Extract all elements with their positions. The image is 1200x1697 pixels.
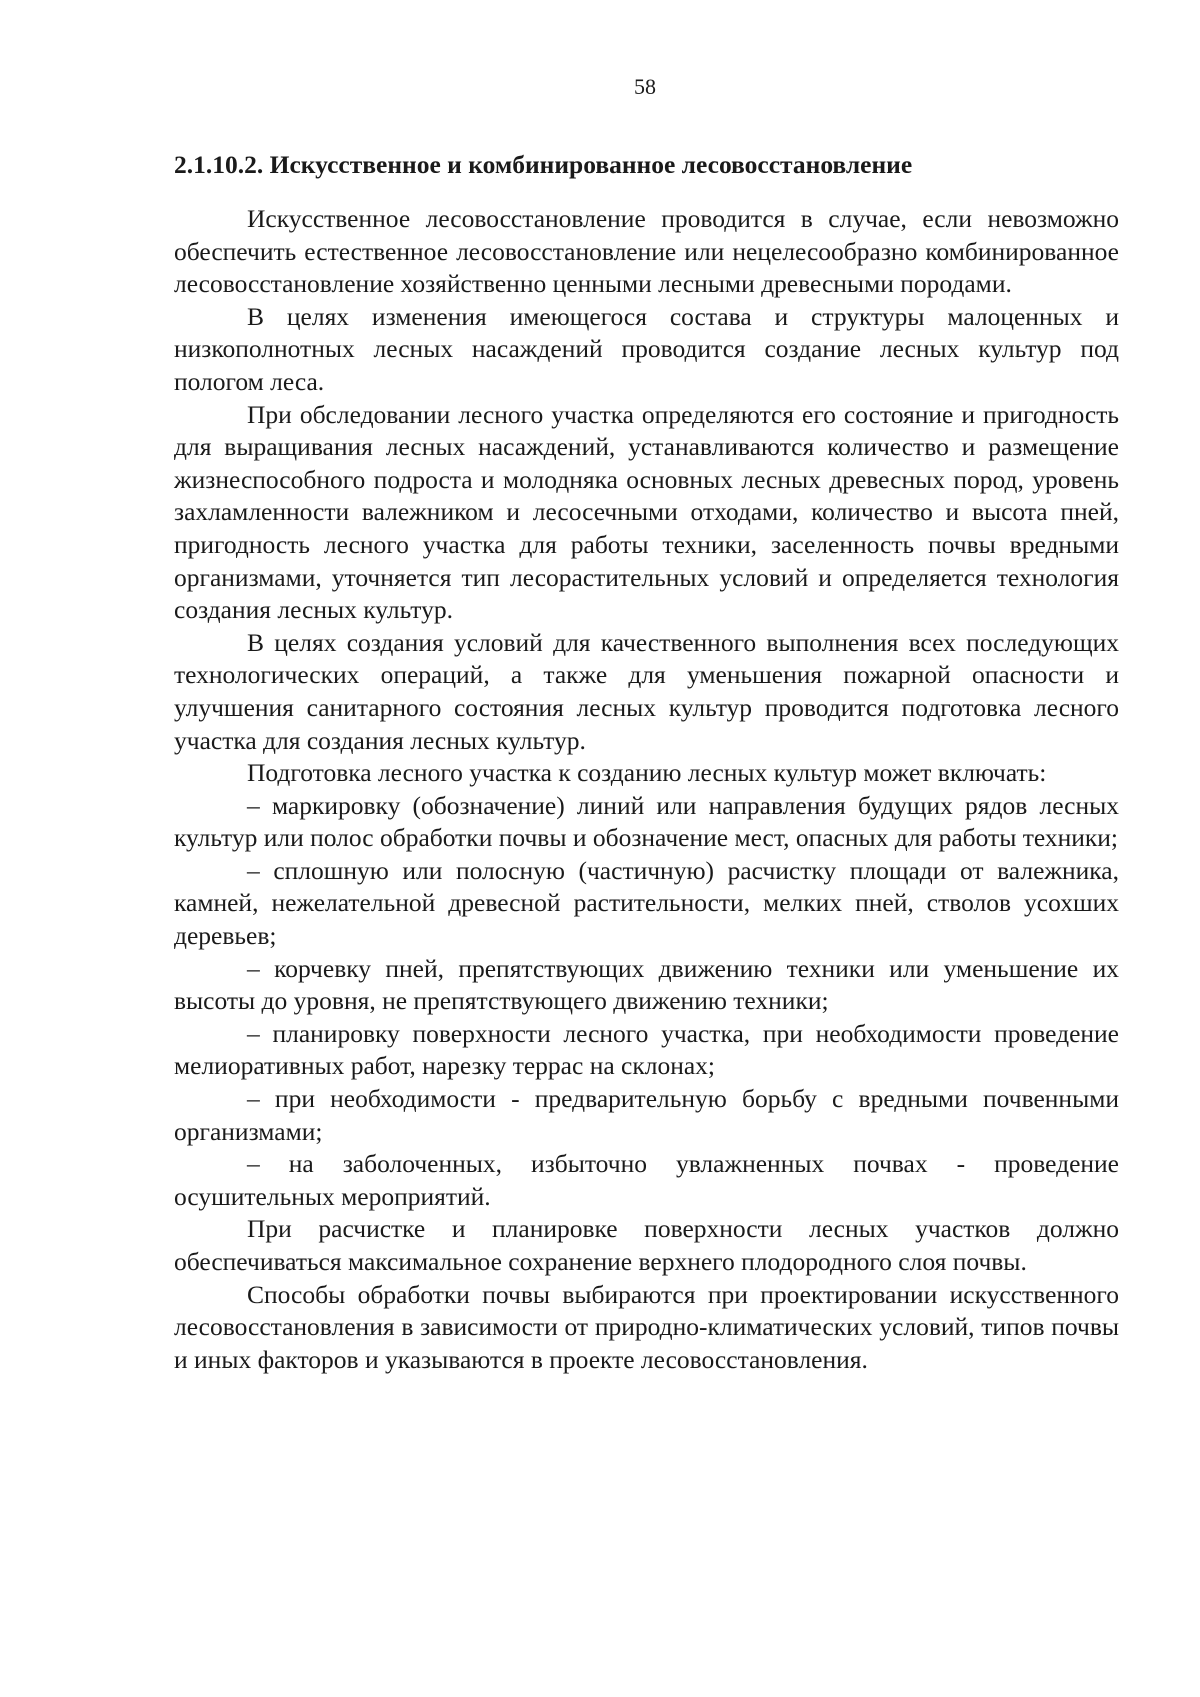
paragraph: Способы обработки почвы выбираются при проектировании искусственного лесовосстановления в зависимости от природно-климатических условий, типов почвы и иных факторов и указываются в проекте лесовосстановления. (174, 1279, 1119, 1374)
paragraph: В целях создания условий для качественного выполнения всех последующих технологических операций, а также для уменьшения пожарной опасности и улучшения санитарного состояния лесных культур проводится подготовка лесного участка для создания лесных культур. (174, 627, 1119, 755)
list-item: – при необходимости - предварительную борьбу с вредными почвенными организмами; (174, 1084, 1119, 1146)
page-number: 58 (634, 74, 656, 99)
list-item: – планировку поверхности лесного участка, при необходимости проведение мелиоративных работ, нарезку террас на склонах; (174, 1018, 1119, 1081)
list-item: – корчевку пней, препятствующих движению техники или уменьшение их высоты до уровня, не препятствующего движению техники; (174, 953, 1119, 1016)
list-item: – сплошную или полосную (частичную) расчистку площади от валежника, камней, нежелательной древесной растительности, мелких пней, стволов усохших деревьев; (174, 855, 1119, 951)
list-item: – на заболоченных, избыточно увлажненных почвах - проведение осушительных мероприятий. (174, 1149, 1119, 1211)
paragraph: В целях изменения имеющегося состава и структуры малоценных и низкополнотных лесных насаждений проводится создание лесных культур под пологом леса. (174, 301, 1119, 396)
paragraph: При обследовании лесного участка определяются его состояние и пригодность для выращивания лесных насаждений, устанавливаются количество и размещение жизнеспособного подроста и молодняка основных лесных древесных пород, уровень захламленности валежником и лесосечными отходами, количество и высота пней, пригодность лесного участка для работы техники, заселенность почвы вредными организмами, уточняется тип лесорастительных условий и определяется технология создания лесных культур. (174, 399, 1119, 625)
section-heading: 2.1.10.2. Искусственное и комбинированное лесовосстановление (174, 150, 913, 179)
paragraph: Искусственное лесовосстановление проводится в случае, если невозможно обеспечить естественное лесовосстановление или нецелесообразно комбинированное лесовосстановление хозяйственно ценными лесными древесными породами. (174, 204, 1119, 299)
paragraph: При расчистке и планировке поверхности лесных участков должно обеспечиваться максимальное сохранение верхнего плодородного слоя почвы. (174, 1214, 1119, 1276)
document-body (174, 203, 1119, 1376)
list-item: – маркировку (обозначение) линий или направления будущих рядов лесных культур или полос обработки почвы и обозначение мест, опасных для работы техники; (174, 790, 1119, 853)
paragraph: Подготовка лесного участка к созданию лесных культур может включать: (247, 758, 1047, 788)
